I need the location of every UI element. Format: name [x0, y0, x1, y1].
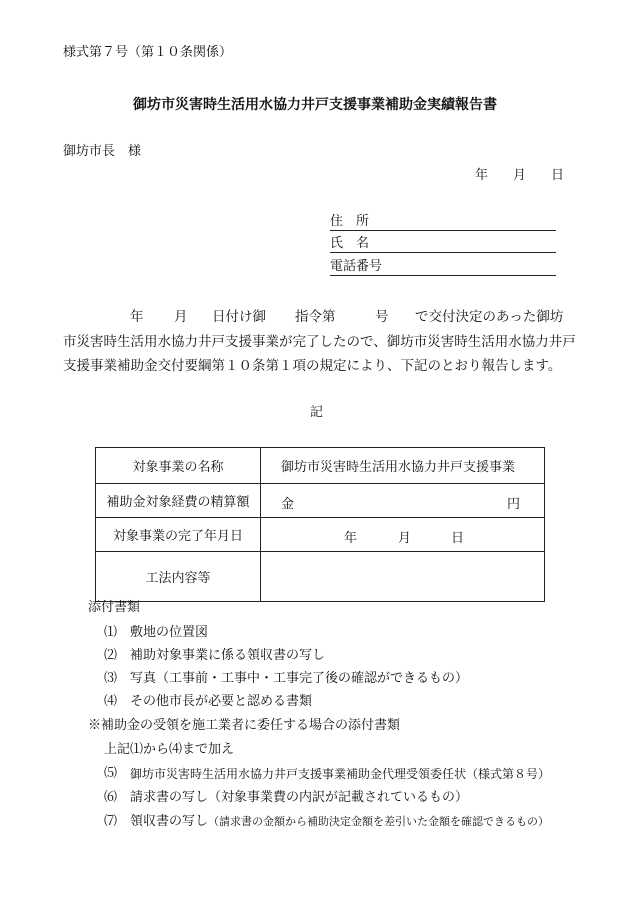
name-field-line[interactable] — [330, 252, 556, 253]
project-name-label: 対象事業の名称 — [96, 448, 261, 484]
completion-date-cell[interactable] — [261, 518, 545, 552]
delegation-intro: 上記⑴から⑷まで加え — [104, 742, 235, 757]
body-line2: 市災害時生活用水協力井戸支援事業が完了したので、御坊市災害時生活用水協力井戸 — [63, 334, 576, 350]
body-directive: 指令第 — [295, 309, 336, 325]
settled-amount-label: 補助金対象経費の精算額 — [96, 484, 261, 518]
attachment-num: ⑹ — [104, 790, 118, 805]
completion-month: 月 — [398, 530, 412, 546]
attachment-num: ⑶ — [104, 671, 118, 686]
settled-amount-cell[interactable] — [261, 484, 545, 518]
phone-field-line[interactable] — [330, 275, 556, 276]
name-label: 氏 名 — [330, 236, 370, 251]
report-table — [95, 447, 545, 602]
body-month: 月 — [174, 309, 188, 325]
table-row — [96, 552, 545, 602]
attachment-text: 敷地の位置図 — [130, 625, 209, 640]
attachment-num: ⑴ — [104, 625, 118, 640]
project-name-value: 御坊市災害時生活用水協力井戸支援事業 — [261, 448, 545, 484]
address-label: 住 所 — [330, 214, 370, 229]
body-day-ref: 日付け御 — [212, 309, 266, 325]
method-label: 工法内容等 — [96, 552, 261, 602]
attachments-heading: 添付書類 — [88, 600, 141, 615]
completion-day: 日 — [451, 530, 465, 546]
body-year: 年 — [130, 309, 144, 325]
delegation-heading: ※補助金の受領を施工業者に委任する場合の添付書類 — [88, 718, 401, 733]
body-number: 号 — [375, 309, 389, 325]
body-line3: 支援事業補助金交付要綱第１０条第１項の規定により、下記のとおり報告します。 — [63, 358, 562, 374]
form-number: 様式第７号（第１０条関係） — [63, 45, 233, 60]
date-month: 月 — [513, 168, 527, 183]
date-year: 年 — [475, 168, 489, 183]
receipt-copy-label: 領収書の写し — [130, 814, 209, 829]
date-day: 日 — [551, 168, 565, 183]
attachment-num: ⑸ — [104, 766, 118, 781]
table-row — [96, 518, 545, 552]
body-line1-tail: で交付決定のあった御坊 — [415, 309, 564, 325]
receipt-copy-note: （請求書の金額から補助決定金額を差引いた金額を確認できるもの） — [208, 815, 550, 828]
attachment-text: 写真（工事前・工事中・工事完了後の確認ができるもの） — [130, 671, 469, 686]
attachment-text: 補助対象事業に係る領収書の写し — [130, 648, 326, 663]
amount-suffix: 円 — [507, 496, 521, 512]
table-row — [96, 448, 545, 484]
address-field-line[interactable] — [330, 230, 556, 231]
completion-year: 年 — [344, 530, 358, 546]
table-row — [96, 484, 545, 518]
method-value[interactable] — [261, 552, 545, 602]
addressee: 御坊市長 様 — [63, 144, 142, 159]
ki-heading: 記 — [310, 405, 324, 420]
attachment-text — [130, 814, 549, 830]
amount-prefix: 金 — [281, 496, 295, 512]
attachment-text: 請求書の写し（対象事業費の内訳が記載されているもの） — [130, 790, 469, 805]
attachment-num: ⑷ — [104, 694, 118, 709]
attachment-text: その他市長が必要と認める書類 — [130, 694, 313, 709]
attachment-text: 御坊市災害時生活用水協力井戸支援事業補助金代理受領委任状（様式第８号） — [130, 767, 551, 781]
document-title: 御坊市災害時生活用水協力井戸支援事業補助金実績報告書 — [133, 97, 497, 113]
phone-label: 電話番号 — [330, 259, 383, 274]
completion-date-label: 対象事業の完了年月日 — [96, 518, 261, 552]
attachment-num: ⑵ — [104, 648, 118, 663]
attachment-num: ⑺ — [104, 814, 118, 829]
